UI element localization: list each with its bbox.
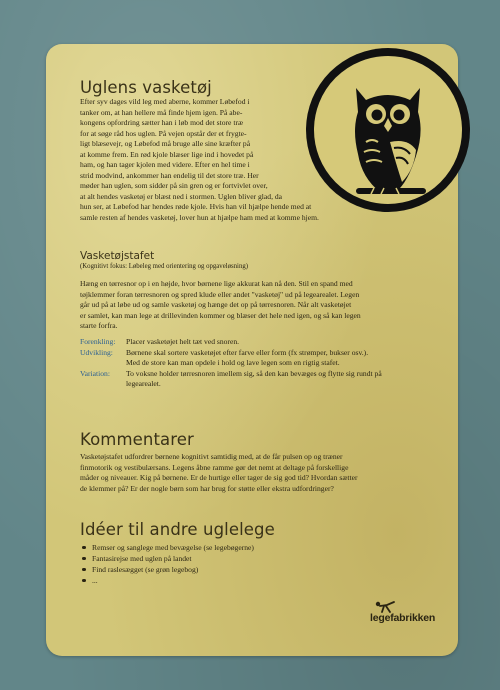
variant-label: Forenkling: [80,337,116,346]
relay-line: Hæng en tørresnor op i en højde, hvor børnene lige akkurat kan nå den. Stil en spand med [80,279,353,288]
list-item: Find raslesægget (se grøn legebog) [80,564,380,575]
relay-heading: Vasketøjstafet [80,250,155,262]
legefabrikken-logo [370,600,436,628]
variant-simplification [80,337,420,348]
relay-line: er samlet, kan man lege at drillevinden kommer og blæser det hele ned igen, og så kan legen [80,310,361,320]
variant-text: Børnene skal sortere vasketøjet efter farve eller form (fx strømper, bukser osv.). [126,347,369,357]
comments-line: de klemmer på? Er der nogle børn som har brug for støtte eller ekstra udfordringer? [80,483,334,493]
comments-line: måder og niveauer. Kig på børnene. Er de hurtige eller tager de sig god tid? Hvordan sætter [80,473,358,482]
intro-line: tanker om, at han hellere må finde hjem igen. På abe- [80,107,243,117]
list-item: Fantasirejse med uglen på landet [80,553,380,564]
ideas-heading: Idéer til andre uglelege [80,520,275,539]
comments-line: Vasketøjstafet udfordrer børnene kognitivt samtidig med, at de får pulsen op og træner [80,452,343,461]
variant-label: Variation: [80,368,110,378]
relay-subheading: (Kognitivt fokus: Løbeleg med orientering og opgaveløsning) [80,263,249,270]
comments-paragraph [80,452,420,494]
logo-text: legefabrikken [370,612,436,624]
variant-text: To voksne holder tørresnoren imellem sig, så den kan bevæges og flytte sig rundt på [126,368,382,378]
page-title: Uglens vasketøj [80,78,212,97]
intro-paragraph [80,97,410,223]
intro-line: hun ser, at Løbefod har hendes røde kjole. Hvis han vil hjælpe hende med at [80,202,312,211]
relay-line: starte forfra. [80,321,118,330]
variants-list [80,337,420,390]
relay-line: går ud på at løbe ud og samle vasketøj og hænge det op på tørresnoren. Når alt vasketøjet [80,300,352,309]
variant-development [80,348,420,369]
variant-variation [80,369,420,390]
variant-text: Placer vasketøjet helt tæt ved snoren. [126,337,240,346]
list-item: ... [80,575,380,586]
list-item: Remser og sanglege med bevægelse (se legebøgerne) [80,542,380,553]
comments-heading: Kommentarer [80,430,194,449]
intro-line: at komme frem. En rød kjole blæser lige ind i hovedet på [80,149,254,159]
variant-text: legearealet. [126,379,161,388]
intro-line: ham, og han tager kjolen med videre. Efter en hel time i [80,160,250,169]
intro-line: samle resten af hendes vasketøj, lover hun at hjælpe ham med at komme hjem. [80,212,319,222]
ideas-list [80,542,380,586]
intro-line: ligt blæsevejr, og Løbefod må bruge alle sine kræfter på [80,139,251,148]
intro-line: Efter syv dages vild leg med aberne, kommer Løbefod i [80,97,250,106]
intro-line: møder han uglen, som sidder på sin gren og er fortvivlet over, [80,181,268,190]
comments-line: finmotorik og vestibulærsans. Legens åbne ramme gør det nemt at deltage på forskellige [80,462,349,472]
relay-line: tøjklemmer foran tørresnoren og spred klude eller andet "vasketøj" ud på legearealet. Legen [80,289,360,299]
variant-label: Udvikling: [80,347,113,357]
intro-line: strid modvind, ankommer han endelig til det store træ. Her [80,170,259,180]
intro-line: at alt hendes vasketøj er blæst ned i stormen. Uglen bliver glad, da [80,191,283,201]
intro-line: for at søge råd hos uglen. På vejen opstår der et frygte- [80,128,247,138]
intro-line: kongens opfordring sætter han i løb mod det store træ [80,118,244,127]
relay-paragraph [80,279,420,332]
variant-text: Med de store kan man opdele i hold og lave legen som en rigtig stafet. [126,358,340,367]
